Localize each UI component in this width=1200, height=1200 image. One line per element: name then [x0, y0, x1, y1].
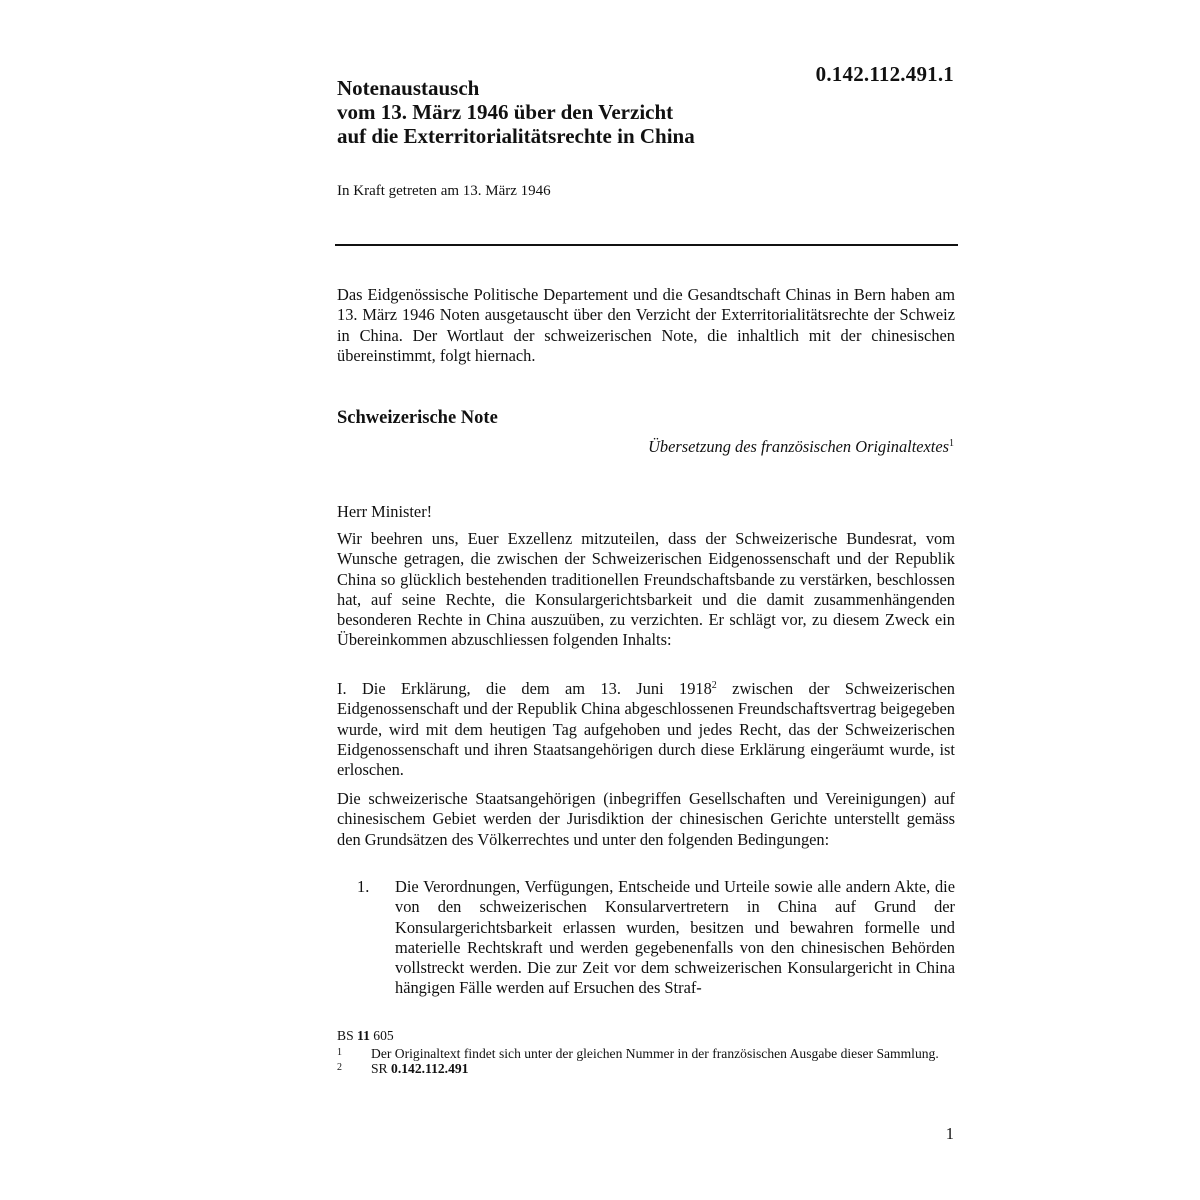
footnote-text	[371, 1061, 957, 1076]
paragraph-text-part: I. Die Erklärung, die dem am 13. Juni 1918	[337, 679, 712, 698]
bs-reference	[337, 1028, 957, 1043]
footnote-1	[337, 1046, 957, 1061]
translation-note	[648, 437, 954, 457]
letter-paragraph-2	[337, 679, 955, 780]
footnote-prefix: SR	[371, 1061, 388, 1076]
sr-reference-link[interactable]: 0.142.112.491	[391, 1061, 469, 1076]
salutation-text: Herr Minister!	[337, 502, 433, 521]
footnote-number: 2	[337, 1062, 342, 1073]
footnote-text: Der Originaltext findet sich unter der gleichen Nummer in der französischen Ausgabe dieser Sammlung.	[371, 1046, 939, 1061]
intro-text: Das Eidgenössische Politische Departement und die Gesandtschaft Chinas in Bern haben am 13. März 1946 Noten ausgetauscht über den Verzicht der Exterritorialitätsrechte der Schweiz in China. Der Wortlaut der schweizerischen Note, die inhaltlich mit der chinesischen übereinstimmt, folgt hiernach.	[337, 285, 955, 365]
title-line: Notenaustausch	[337, 76, 480, 100]
conditions-list	[357, 877, 955, 999]
paragraph-text-part: zwischen der Schweizerischen Eidgenossenschaft und der Republik China abgeschlossenen Freundschaftsvertrag beigegeben wurde, wird mit dem heutigen Tag aufgehoben und jedes Recht, das der Schweizerischen Eidgenossenschaft und ihren Staatsangehörigen durch diese Erklärung eingeräumt wurde, ist erloschen.	[337, 679, 955, 780]
paragraph-text	[337, 679, 955, 780]
footnote-number: 1	[337, 1047, 342, 1058]
footnote-ref[interactable]: 1	[949, 438, 954, 449]
list-item-number: 1.	[357, 877, 370, 896]
header-divider	[335, 244, 958, 246]
footnote-ref[interactable]: 2	[711, 680, 717, 691]
intro-paragraph	[337, 285, 955, 366]
list-item-text: Die Verordnungen, Verfügungen, Entscheide und Urteile sowie alle andern Akte, die von den schweizerischen Konsularvertretern in China auf Grund der Konsulargerichtsbarkeit erlassen wurden, besitzen und bewahren formelle und materielle Rechtskraft und werden gegebenenfalls von den chinesischen Behörden vollstreckt werden. Die zur Zeit vor dem schweizerischen Konsulargericht in China hängigen Fälle werden auf Ersuchen des Straf-	[395, 877, 955, 998]
footnotes	[337, 1028, 957, 1076]
title-line: vom 13. März 1946 über den Verzicht	[337, 100, 674, 124]
bs-prefix: BS	[337, 1028, 354, 1043]
section-title: Schweizerische Note	[337, 408, 498, 428]
footnote-2	[337, 1061, 957, 1076]
translation-note-text: Übersetzung des französischen Originaltextes	[648, 437, 949, 456]
paragraph-text: Die schweizerische Staatsangehörigen (inbegriffen Gesellschaften und Vereinigungen) auf chinesischem Gebiet werden der Jurisdiktion der chinesischen Gerichte unterstellt gemäss den Grundsätzen des Völkerrechtes und unter den folgenden Bedingungen:	[337, 789, 955, 849]
in-force-date: In Kraft getreten am 13. März 1946	[337, 183, 551, 199]
paragraph-text: Wir beehren uns, Euer Exzellenz mitzuteilen, dass der Schweizerische Bundesrat, vom Wunsche getragen, die zwischen der Schweizerischen Eidgenossenschaft und der Republik China so glücklich bestehenden traditionellen Freundschaftsbande zu verstärken, beschlossen hat, auf seine Rechte, die Konsulargerichtsbarkeit und die damit zusammenhängenden besonderen Rechte in China auszuüben, zu verzichten. Er schlägt vor, zu diesem Zweck ein Übereinkommen abzuschliessen folgenden Inhalts:	[337, 529, 955, 650]
bs-volume: 11	[357, 1028, 370, 1043]
title-line: auf die Exterritorialitätsrechte in China	[337, 124, 695, 148]
letter-paragraph-3	[337, 789, 955, 850]
letter-paragraph-1	[337, 529, 955, 651]
document-title	[337, 76, 897, 148]
salutation	[337, 502, 955, 522]
page-number: 1	[945, 1124, 954, 1143]
bs-page: 605	[373, 1028, 394, 1043]
sr-number: 0.142.112.491.1	[815, 62, 954, 86]
list-item	[357, 877, 955, 999]
